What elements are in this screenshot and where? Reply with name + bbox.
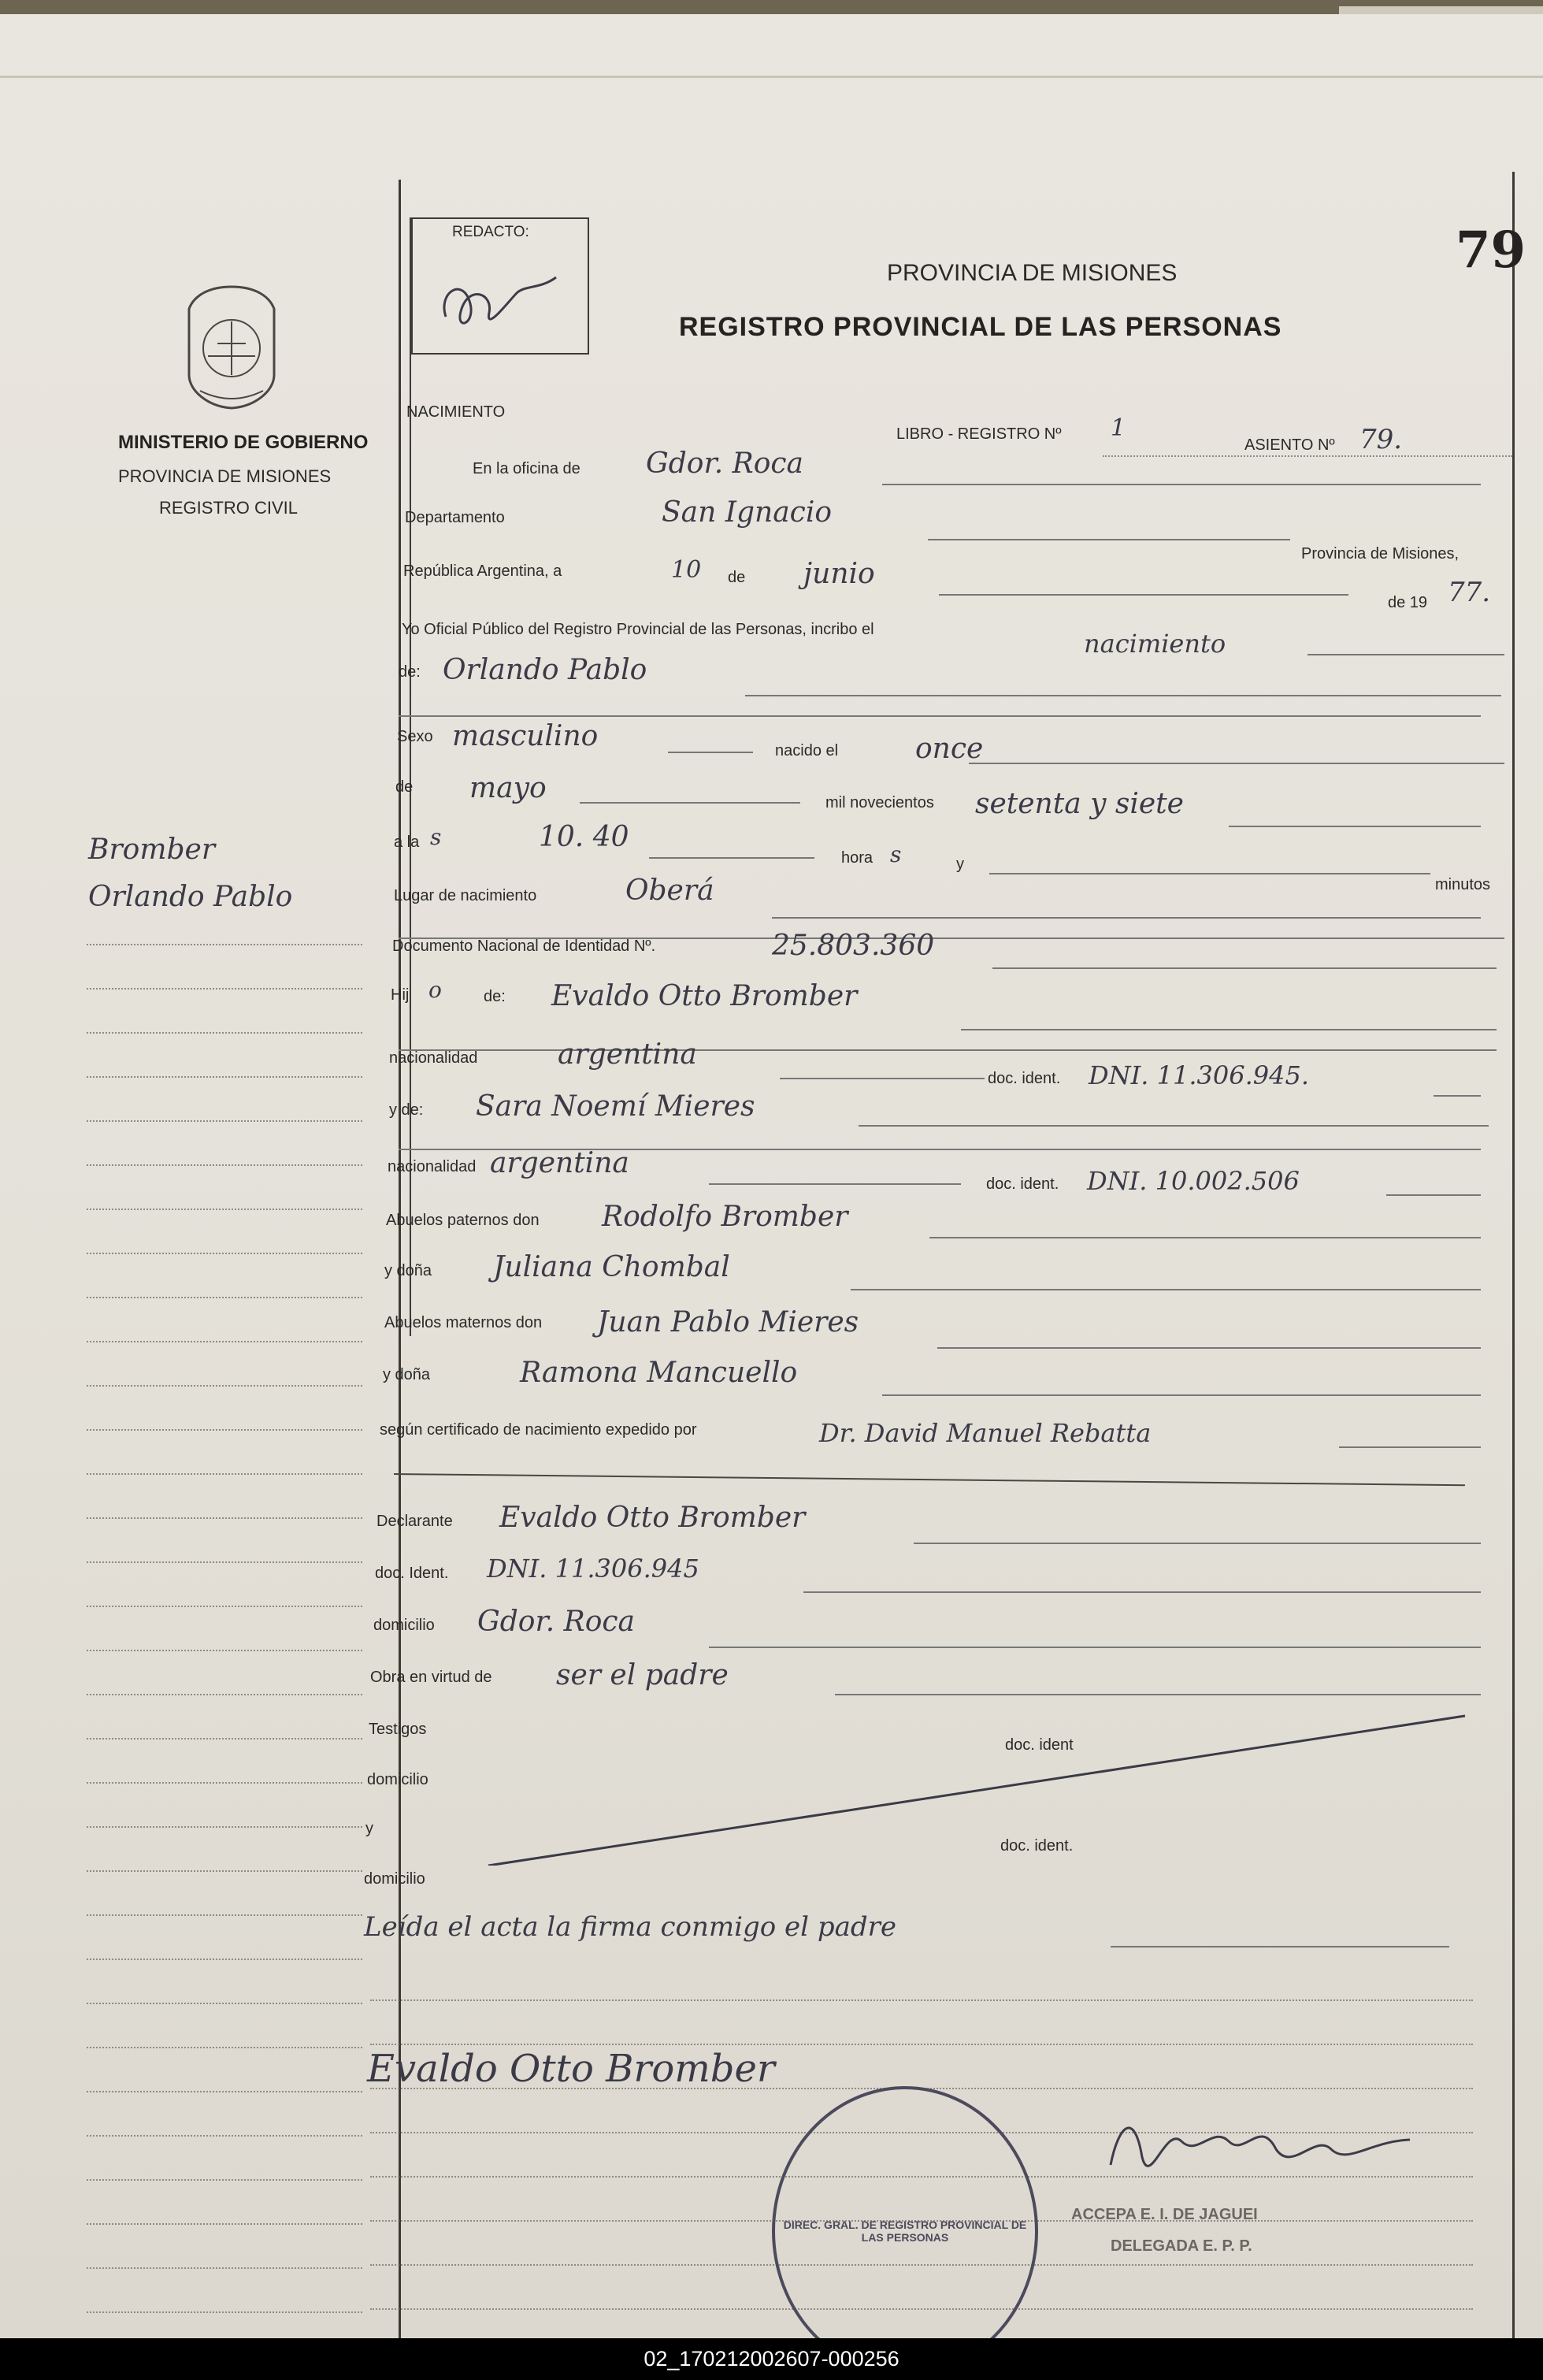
dni-line <box>992 967 1497 969</box>
father-nationality: argentina <box>558 1038 697 1071</box>
obra-line <box>835 1694 1481 1695</box>
oficina-line <box>882 484 1481 485</box>
maternal-grandmother: Ramona Mancuello <box>520 1357 798 1389</box>
hijo-de-label: de: <box>484 988 506 1005</box>
mother-line <box>859 1125 1489 1127</box>
header-province: PROVINCIA DE MISIONES <box>887 260 1178 286</box>
margin-ruled-line <box>87 1959 362 1960</box>
birth-day-line <box>969 763 1504 764</box>
margin-ruled-line <box>87 2047 362 2048</box>
de-label: de <box>728 569 746 586</box>
father-doc-line <box>1434 1095 1481 1097</box>
birth-year-line <box>1229 826 1481 827</box>
birth-place: Oberá <box>625 874 714 907</box>
paternal-gm-line <box>851 1289 1481 1290</box>
margin-ruled-line <box>87 1870 362 1872</box>
provincia-misiones-label: Provincia de Misiones, <box>1301 545 1460 563</box>
libro-number: 1 <box>1111 414 1126 442</box>
mother-nationality: argentina <box>490 1147 629 1179</box>
registration-month: junio <box>803 558 875 590</box>
page-number: 79 <box>1456 221 1526 280</box>
hij-label: Hij <box>391 986 410 1004</box>
minutos-line <box>989 873 1430 874</box>
mother-doc-label: doc. ident. <box>986 1175 1059 1193</box>
civil-registry: REGISTRO CIVIL <box>159 498 299 518</box>
nacido-el-label: nacido el <box>775 742 839 759</box>
month-line <box>939 594 1348 596</box>
mother-name: Sara Noemí Mieres <box>476 1090 755 1123</box>
official-signature <box>1095 2094 1426 2196</box>
registry-seal-stamp <box>772 2086 1038 2376</box>
declarante-doc-line <box>803 1591 1481 1593</box>
margin-ruled-line <box>87 1429 362 1431</box>
maternal-gm-line <box>882 1394 1481 1396</box>
abuelos-maternos-label: Abuelos maternos don <box>384 1314 543 1331</box>
coat-of-arms-emblem <box>176 280 287 414</box>
margin-ruled-line <box>87 1650 362 1651</box>
documento-label: Documento Nacional de Identidad Nº. <box>392 938 656 955</box>
testigo2-y-label: y <box>365 1820 373 1837</box>
sexo-value: masculino <box>452 720 599 752</box>
hij-ending: o <box>428 977 442 1003</box>
margin-ruled-line <box>87 2179 362 2181</box>
year-prefix-label: de 19 <box>1388 594 1428 611</box>
testigos-strike-line <box>473 1708 1497 1866</box>
mother-nationality-label: nacionalidad <box>388 1158 477 1175</box>
margin-ruled-line <box>87 2091 362 2092</box>
asiento-number: 79. <box>1359 424 1403 455</box>
acto-value: nacimiento <box>1084 629 1226 659</box>
declarante-label: Declarante <box>376 1513 453 1530</box>
minutos-label: minutos <box>1435 876 1491 893</box>
margin-ruled-line <box>87 2311 362 2313</box>
libro-label: LIBRO - REGISTRO Nº <box>896 425 1062 443</box>
header-title: REGISTRO PROVINCIAL DE LAS PERSONAS <box>679 312 1282 342</box>
segun-label: según certificado de nacimiento expedido por <box>380 1421 697 1439</box>
mil-novecientos-label: mil novecientos <box>825 794 934 811</box>
asiento-label: ASIENTO Nº <box>1244 436 1335 454</box>
y-de-label: y de: <box>389 1101 424 1119</box>
father-nationality-label: nacionalidad <box>389 1049 478 1067</box>
y-dona-label-2: y doña <box>383 1366 431 1383</box>
domicilio-label: domicilio <box>373 1617 435 1634</box>
departamento-label: Departamento <box>405 509 505 526</box>
official-title: DELEGADA E. P. P. <box>1111 2237 1252 2255</box>
father-nat-line <box>780 1078 985 1079</box>
margin-ruled-line <box>87 944 362 945</box>
margin-ruled-line <box>87 1120 362 1122</box>
republica-label: República Argentina, a <box>403 563 562 580</box>
time-line <box>649 857 814 859</box>
child-name: Orlando Pablo <box>443 654 647 686</box>
father-doc-label: doc. ident. <box>988 1070 1061 1087</box>
margin-ruled-line <box>87 1738 362 1740</box>
ministry-name: MINISTERIO DE GOBIERNO <box>118 432 369 453</box>
margin-ruled-line <box>87 1032 362 1034</box>
mother-nat-line <box>709 1183 961 1185</box>
paternal-grandfather: Rodolfo Bromber <box>602 1201 848 1233</box>
margin-ruled-line <box>87 2135 362 2137</box>
margin-ruled-line <box>87 1606 362 1607</box>
margin-ruled-line <box>87 2003 362 2004</box>
stamp-text: DIREC. GRAL. DE REGISTRO PROVINCIAL DE LAS PERSONAS <box>783 2218 1027 2244</box>
margin-divider-line <box>399 180 401 2338</box>
registration-year: 77. <box>1448 577 1491 608</box>
birth-day: once <box>915 733 984 765</box>
margin-ruled-line <box>87 988 362 990</box>
margin-ruled-line <box>87 1385 362 1387</box>
redacto-label: REDACTO: <box>452 224 529 240</box>
mother-doc: DNI. 10.002.506 <box>1087 1166 1300 1196</box>
y-dona-label: y doña <box>384 1262 432 1279</box>
redacto-box <box>411 217 589 355</box>
testigo2-domicilio-label: domicilio <box>364 1870 425 1888</box>
birth-month: mayo <box>469 772 547 804</box>
birth-certificate-page <box>0 14 1543 2338</box>
lectura-line <box>1111 1946 1449 1947</box>
image-footer-id: 02_170212002607-000256 <box>0 2338 1543 2380</box>
margin-ruled-line <box>87 1341 362 1342</box>
child-name-line2 <box>399 715 1481 717</box>
birth-month-line <box>580 802 800 804</box>
form-right-border <box>1512 172 1515 2338</box>
margin-ruled-line <box>87 1694 362 1695</box>
testigo-domicilio-label: domicilio <box>367 1771 428 1788</box>
paternal-gf-line <box>929 1237 1481 1238</box>
father-doc: DNI. 11.306.945. <box>1089 1060 1310 1090</box>
certificate-doctor: Dr. David Manuel Rebatta <box>819 1418 1152 1448</box>
a-la-s: s <box>430 824 442 850</box>
declarante-domicilio: Gdor. Roca <box>477 1606 636 1638</box>
declarant-signature: Evaldo Otto Bromber <box>367 2047 775 2091</box>
paternal-grandmother: Juliana Chombal <box>493 1251 730 1283</box>
ministry-province: PROVINCIA DE MISIONES <box>118 466 332 486</box>
margin-ruled-line <box>87 1209 362 1210</box>
hora-s: s <box>890 841 902 867</box>
obra-label: Obra en virtud de <box>370 1669 492 1686</box>
maternal-grandfather: Juan Pablo Mieres <box>597 1306 859 1339</box>
margin-ruled-line <box>87 1297 362 1298</box>
declarante-doc-label: doc. Ident. <box>375 1565 449 1582</box>
departamento-line <box>928 539 1290 540</box>
margin-ruled-line <box>87 1164 362 1166</box>
oficina-label: En la oficina de <box>473 460 580 477</box>
sheet-fold-edge <box>0 76 1543 78</box>
lugar-label: Lugar de nacimiento <box>394 887 537 904</box>
maternal-gf-line <box>937 1347 1481 1349</box>
margin-note-surname: Bromber <box>88 834 216 866</box>
doctor-line <box>1339 1446 1481 1448</box>
de-colon-label: de: <box>399 663 421 681</box>
margin-ruled-line <box>87 1826 362 1828</box>
official-name: ACCEPA E. I. DE JAGUEI <box>1071 2206 1258 2223</box>
section-nacimiento: NACIMIENTO <box>406 403 506 421</box>
form-ruled-line <box>370 1999 1473 2001</box>
birth-place-line <box>772 917 1481 919</box>
oficial-statement: Yo Oficial Público del Registro Provincial de las Personas, incribo el <box>402 621 874 638</box>
father-line <box>961 1029 1497 1030</box>
form-ruled-line <box>370 2044 1473 2045</box>
margin-note-given-names: Orlando Pablo <box>88 881 293 913</box>
margin-ruled-line <box>87 1782 362 1784</box>
obra-value: ser el padre <box>556 1659 729 1691</box>
testigo-doc-label: doc. ident <box>1005 1736 1074 1754</box>
de2-label: de <box>395 778 414 796</box>
sexo-line <box>668 752 753 753</box>
a-la-label: a la <box>394 834 420 851</box>
y-label: y <box>956 856 964 873</box>
departamento-value: San Ignacio <box>662 496 833 529</box>
birth-time: 10. 40 <box>539 821 629 853</box>
margin-ruled-line <box>87 1253 362 1254</box>
birth-year-words: setenta y siete <box>975 788 1184 820</box>
acto-line <box>1307 654 1504 655</box>
lectura-statement: Leída el acta la firma conmigo el padre <box>364 1911 897 1943</box>
domicilio-line <box>709 1647 1481 1648</box>
margin-ruled-line <box>87 1076 362 1078</box>
declarante-name: Evaldo Otto Bromber <box>499 1502 806 1534</box>
declarante-doc: DNI. 11.306.945 <box>487 1554 699 1584</box>
margin-ruled-line <box>87 1517 362 1519</box>
margin-ruled-line <box>87 1561 362 1563</box>
asiento-dots <box>1103 455 1512 457</box>
testigos-label: Testigos <box>369 1721 427 1738</box>
sexo-label: Sexo <box>397 728 433 745</box>
abuelos-paternos-label: Abuelos paternos don <box>386 1212 540 1229</box>
father-name: Evaldo Otto Bromber <box>551 980 858 1012</box>
oficina-value: Gdor. Roca <box>646 447 804 480</box>
doctor-line2 <box>394 1473 1465 1486</box>
margin-ruled-line <box>87 2223 362 2225</box>
redactor-initials-signature <box>422 246 580 348</box>
margin-ruled-line <box>87 2267 362 2269</box>
dni-value: 25.803.360 <box>772 930 935 962</box>
child-name-line <box>745 695 1501 696</box>
hora-label: hora <box>841 849 874 867</box>
registration-day: 10 <box>671 556 702 584</box>
margin-ruled-line <box>87 1914 362 1916</box>
testigo2-doc-label: doc. ident. <box>1000 1837 1074 1855</box>
margin-ruled-line <box>87 1473 362 1475</box>
declarante-line <box>914 1543 1481 1544</box>
mother-doc-line <box>1386 1194 1481 1196</box>
